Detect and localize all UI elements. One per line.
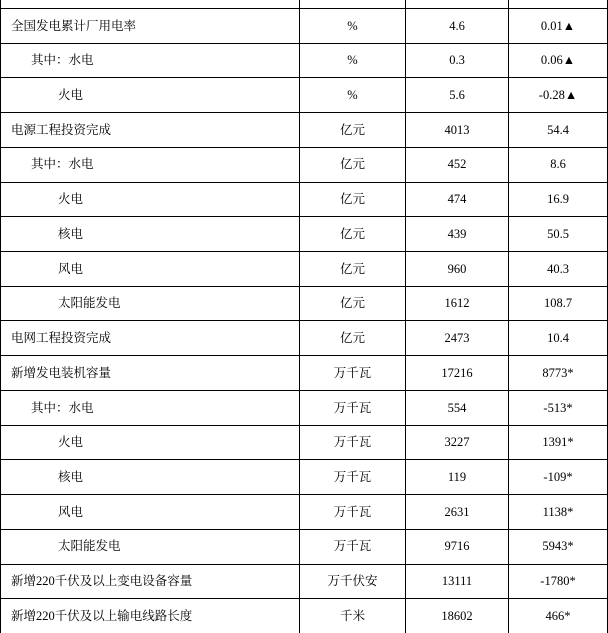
row-unit: 万千瓦 [300, 356, 406, 391]
row-unit: 亿元 [300, 252, 406, 287]
row-label: 其中：水电 [1, 147, 300, 182]
row-value: 0.3 [406, 43, 509, 78]
row-value: 3227 [406, 425, 509, 460]
table-row [1, 564, 608, 599]
table-row [1, 529, 608, 564]
row-label: 风电 [1, 495, 300, 530]
row-value: 2631 [406, 495, 509, 530]
row-unit: 万千瓦 [300, 425, 406, 460]
row-unit: 千米 [300, 599, 406, 633]
row-change: 54.4 [509, 113, 608, 148]
row-label: 核电 [1, 217, 300, 252]
table-row [1, 495, 608, 530]
partial-cell [1, 0, 300, 9]
row-label: 电网工程投资完成 [1, 321, 300, 356]
partial-cell [406, 0, 509, 9]
row-value: 554 [406, 390, 509, 425]
row-unit: 万千伏安 [300, 564, 406, 599]
row-unit: 万千瓦 [300, 529, 406, 564]
table-body [1, 0, 608, 633]
row-value: 13111 [406, 564, 509, 599]
row-change: 0.01▲ [509, 9, 608, 44]
row-change: -1780* [509, 564, 608, 599]
row-value: 1612 [406, 286, 509, 321]
table-row [1, 356, 608, 391]
row-change: 1391* [509, 425, 608, 460]
row-value: 17216 [406, 356, 509, 391]
table-row [1, 217, 608, 252]
table-row [1, 599, 608, 633]
row-value: 18602 [406, 599, 509, 633]
table-row [1, 9, 608, 44]
row-change: -109* [509, 460, 608, 495]
row-label: 太阳能发电 [1, 286, 300, 321]
row-unit: 万千瓦 [300, 495, 406, 530]
row-change: 8773* [509, 356, 608, 391]
row-label: 火电 [1, 425, 300, 460]
row-label: 全国发电累计厂用电率 [1, 9, 300, 44]
table-row [1, 425, 608, 460]
row-change: 8.6 [509, 147, 608, 182]
table-row [1, 147, 608, 182]
row-value: 5.6 [406, 78, 509, 113]
row-unit: 亿元 [300, 321, 406, 356]
row-unit: % [300, 78, 406, 113]
row-unit: % [300, 43, 406, 78]
row-label: 火电 [1, 182, 300, 217]
row-change: 10.4 [509, 321, 608, 356]
row-unit: % [300, 9, 406, 44]
table-row [1, 78, 608, 113]
row-change: 16.9 [509, 182, 608, 217]
row-change: -0.28▲ [509, 78, 608, 113]
row-change: 40.3 [509, 252, 608, 287]
row-value: 4.6 [406, 9, 509, 44]
row-label: 新增220千伏及以上变电设备容量 [1, 564, 300, 599]
table-row [1, 390, 608, 425]
table-row [1, 113, 608, 148]
row-value: 2473 [406, 321, 509, 356]
row-unit: 亿元 [300, 147, 406, 182]
row-label: 电源工程投资完成 [1, 113, 300, 148]
row-change: 0.06▲ [509, 43, 608, 78]
table-row [1, 182, 608, 217]
partial-cell [300, 0, 406, 9]
row-value: 439 [406, 217, 509, 252]
row-change: 466* [509, 599, 608, 633]
table-row [1, 286, 608, 321]
row-label: 火电 [1, 78, 300, 113]
row-value: 960 [406, 252, 509, 287]
row-change: 1138* [509, 495, 608, 530]
row-label: 新增220千伏及以上输电线路长度 [1, 599, 300, 633]
row-change: 5943* [509, 529, 608, 564]
row-change: 50.5 [509, 217, 608, 252]
row-change: 108.7 [509, 286, 608, 321]
row-label: 太阳能发电 [1, 529, 300, 564]
table-row [1, 252, 608, 287]
row-value: 4013 [406, 113, 509, 148]
table-row [1, 43, 608, 78]
row-value: 9716 [406, 529, 509, 564]
row-unit: 亿元 [300, 113, 406, 148]
row-value: 119 [406, 460, 509, 495]
partial-cell [509, 0, 608, 9]
row-unit: 亿元 [300, 286, 406, 321]
row-label: 核电 [1, 460, 300, 495]
row-unit: 亿元 [300, 217, 406, 252]
row-change: -513* [509, 390, 608, 425]
row-label: 新增发电装机容量 [1, 356, 300, 391]
row-value: 452 [406, 147, 509, 182]
row-label: 风电 [1, 252, 300, 287]
partial-row-top [1, 0, 608, 9]
table-row [1, 321, 608, 356]
row-label: 其中：水电 [1, 43, 300, 78]
row-unit: 万千瓦 [300, 460, 406, 495]
row-value: 474 [406, 182, 509, 217]
table-row [1, 460, 608, 495]
row-unit: 万千瓦 [300, 390, 406, 425]
row-unit: 亿元 [300, 182, 406, 217]
row-label: 其中：水电 [1, 390, 300, 425]
